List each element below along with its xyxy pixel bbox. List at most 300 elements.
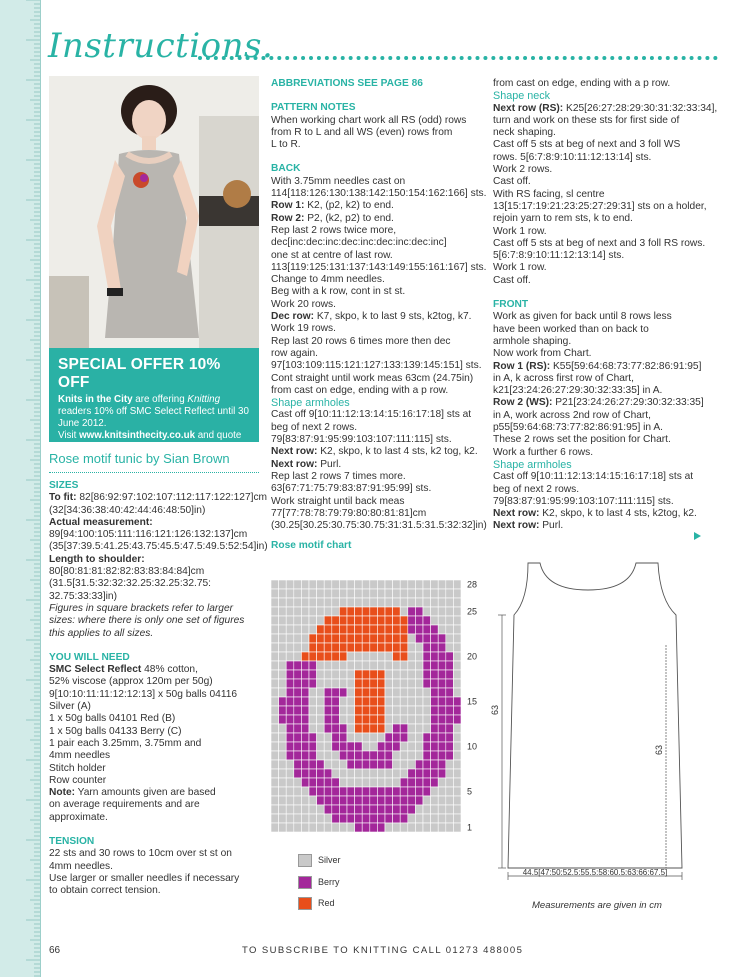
chart-cell [446, 796, 454, 805]
chart-cell [355, 769, 363, 778]
chart-cell [370, 634, 378, 643]
text-line: 4mm needles. [49, 860, 113, 872]
chart-cell [423, 706, 431, 715]
chart-cell [377, 787, 385, 796]
chart-cell [271, 742, 279, 751]
chart-cell [393, 616, 401, 625]
chart-cell [438, 580, 446, 589]
chart-cell [362, 751, 370, 760]
chart-cell [279, 706, 287, 715]
chart-cell [309, 814, 317, 823]
chart-cell [294, 661, 302, 670]
chart-cell [362, 760, 370, 769]
chart-cell [309, 616, 317, 625]
chart-cell [453, 742, 461, 751]
chart-cell [408, 805, 416, 814]
chart-cell [347, 814, 355, 823]
chart-cell [385, 706, 393, 715]
chart-cell [431, 760, 439, 769]
chart-cell [423, 724, 431, 733]
chart-cell [286, 661, 294, 670]
text-line: 77[77:78:78:79:79:80:80:81:81]cm [271, 507, 427, 519]
chart-cell [370, 688, 378, 697]
chart-cell [347, 688, 355, 697]
chart-cell [408, 778, 416, 787]
chart-cell [438, 643, 446, 652]
chart-cell [362, 742, 370, 751]
chart-cell [309, 688, 317, 697]
chart-cell [438, 778, 446, 787]
chart-cell [453, 670, 461, 679]
chart-cell [271, 688, 279, 697]
chart-cell [385, 598, 393, 607]
chart-cell [309, 580, 317, 589]
chart-cell [415, 616, 423, 625]
chart-cell [339, 715, 347, 724]
continue-arrow-icon [694, 532, 701, 540]
text-line: Now work from Chart. [493, 348, 592, 360]
chart-cell [286, 706, 294, 715]
chart-cell [294, 778, 302, 787]
chart-cell [431, 814, 439, 823]
text-line: Work 19 rows. [271, 323, 336, 335]
chart-cell [355, 643, 363, 652]
chart-cell [400, 814, 408, 823]
chart-cell [385, 724, 393, 733]
chart-cell [324, 787, 332, 796]
text-line: beg of next 2 rows. [271, 421, 358, 433]
chart-cell [377, 778, 385, 787]
chart-cell [438, 823, 446, 832]
chart-cell [423, 742, 431, 751]
chart-cell [317, 688, 325, 697]
chart-cell [279, 778, 287, 787]
chart-cell [332, 634, 340, 643]
chart-cell [362, 652, 370, 661]
chart-cell [324, 679, 332, 688]
chart-cell [332, 823, 340, 832]
text-line: Work 2 rows. [493, 164, 553, 176]
chart-cell [347, 751, 355, 760]
text-line: Work as given for back until 8 rows less [493, 311, 672, 323]
chart-cell [438, 760, 446, 769]
chart-cell [377, 643, 385, 652]
chart-cell [339, 616, 347, 625]
chart-cell [271, 778, 279, 787]
chart-cell [286, 805, 294, 814]
text-line: 52% viscose (approx 120m per 50g) [49, 676, 213, 688]
chart-cell [400, 724, 408, 733]
text-line: Note: Yarn amounts given are based [49, 787, 216, 799]
chart-cell [453, 661, 461, 670]
chart-cell [400, 688, 408, 697]
chart-cell [286, 787, 294, 796]
chart-cell [423, 697, 431, 706]
chart-cell [377, 652, 385, 661]
chart-cell [279, 652, 287, 661]
chart-cell [301, 706, 309, 715]
chart-cell [271, 697, 279, 706]
chart-cell [347, 778, 355, 787]
chart-cell [355, 760, 363, 769]
chart-cell [377, 634, 385, 643]
chart-cell [431, 616, 439, 625]
chart-cell [393, 634, 401, 643]
chart-cell [286, 715, 294, 724]
text-line: (31.5[31.5:32:32:32.25:32.25:32.75: [49, 578, 212, 590]
chart-row-label: 20 [467, 651, 478, 662]
chart-cell [431, 625, 439, 634]
chart-cell [271, 787, 279, 796]
legend-swatch [298, 854, 312, 867]
chart-cell [317, 751, 325, 760]
front-heading: FRONT [493, 299, 529, 311]
chart-cell [332, 688, 340, 697]
chart-cell [347, 805, 355, 814]
chart-cell [385, 805, 393, 814]
chart-cell [294, 796, 302, 805]
text-line: 13[15:17:19:21:23:25:27:29:31] sts on a holder, [493, 200, 707, 212]
chart-cell [362, 706, 370, 715]
chart-cell [301, 598, 309, 607]
chart-cell [271, 625, 279, 634]
chart-cell [324, 598, 332, 607]
chart-cell [362, 724, 370, 733]
chart-cell [355, 580, 363, 589]
rose-motif-chart [271, 580, 491, 851]
chart-cell [355, 742, 363, 751]
chart-cell [415, 769, 423, 778]
chart-cell [279, 643, 287, 652]
chart-cell [271, 715, 279, 724]
text-line: approximate. [49, 811, 108, 823]
chart-cell [408, 715, 416, 724]
chart-cell [294, 706, 302, 715]
text-line: When working chart work all RS (odd) rows [271, 114, 467, 126]
chart-cell [355, 805, 363, 814]
chart-cell [286, 688, 294, 697]
text-line: k21[23:24:26:27:29:30:32:33:35] in A. [493, 385, 663, 397]
chart-cell [423, 805, 431, 814]
tension-heading: TENSION [49, 836, 95, 848]
chart-cell [446, 760, 454, 769]
chart-cell [294, 670, 302, 679]
chart-cell [370, 724, 378, 733]
chart-cell [271, 661, 279, 670]
chart-cell [309, 670, 317, 679]
text-line: armhole shaping. [493, 335, 572, 347]
chart-cell [355, 796, 363, 805]
chart-cell [377, 805, 385, 814]
chart-cell [385, 796, 393, 805]
chart-cell [438, 634, 446, 643]
chart-cell [393, 589, 401, 598]
legend-item-silver [298, 854, 378, 868]
chart-cell [400, 679, 408, 688]
chart-cell [301, 697, 309, 706]
chart-cell [286, 580, 294, 589]
chart-cell [415, 697, 423, 706]
legend-label: Silver [318, 855, 341, 865]
chart-cell [385, 697, 393, 706]
chart-cell [309, 823, 317, 832]
chart-cell [393, 787, 401, 796]
chart-cell [332, 670, 340, 679]
chart-cell [370, 697, 378, 706]
materials-list [49, 664, 261, 824]
chart-cell [301, 796, 309, 805]
text-line: rejoin yarn to rem sts, k to end. [493, 213, 633, 225]
chart-cell [393, 814, 401, 823]
text-line: Cast off 5 sts at beg of next and 3 foll RS rows. [493, 237, 706, 249]
chart-cell [347, 661, 355, 670]
chart-cell [286, 589, 294, 598]
chart-cell [377, 589, 385, 598]
chart-cell [438, 697, 446, 706]
chart-cell [317, 796, 325, 805]
chart-cell [286, 760, 294, 769]
chart-cell [301, 715, 309, 724]
measurements-note: Measurements are given in cm [532, 900, 662, 911]
text-line: Stitch holder [49, 762, 106, 774]
chart-cell [324, 607, 332, 616]
chart-heading: Rose motif chart [271, 540, 352, 552]
chart-cell [332, 616, 340, 625]
chart-cell [332, 607, 340, 616]
chart-cell [423, 670, 431, 679]
chart-cell [415, 742, 423, 751]
text-line: Next row (RS): K25[26:27:28:29:30:31:32:33:34], [493, 102, 718, 114]
text-line: sizes: where there is only one set of figures [49, 615, 245, 627]
text-line: row again. [271, 347, 319, 359]
chart-cell [370, 742, 378, 751]
chart-cell [431, 778, 439, 787]
chart-cell [431, 724, 439, 733]
chart-cell [370, 733, 378, 742]
chart-cell [362, 823, 370, 832]
chart-cell [362, 733, 370, 742]
chart-cell [415, 796, 423, 805]
chart-cell [339, 661, 347, 670]
chart-cell [370, 760, 378, 769]
chart-cell [377, 706, 385, 715]
chart-row-label: 28 [467, 580, 478, 590]
offer-url: www.knitsinthecity.co.uk [79, 430, 196, 441]
chart-cell [355, 670, 363, 679]
chart-cell [393, 706, 401, 715]
chart-cell [317, 778, 325, 787]
chart-cell [362, 616, 370, 625]
chart-cell [347, 652, 355, 661]
chart-cell [415, 715, 423, 724]
chart-cell [453, 580, 461, 589]
chart-cell [362, 796, 370, 805]
text-line: Cast off. [493, 176, 531, 188]
chart-cell [347, 634, 355, 643]
text-line: (35[37:39.5:41.25:43.75:45.5:47.5:49.5:52:54]in) [49, 541, 268, 553]
chart-cell [339, 580, 347, 589]
chart-cell [446, 706, 454, 715]
page-title: Instructions. [48, 26, 274, 66]
chart-cell [385, 652, 393, 661]
chart-cell [347, 823, 355, 832]
chart-cell [294, 769, 302, 778]
chart-cell [309, 733, 317, 742]
chart-cell [355, 625, 363, 634]
chart-cell [415, 607, 423, 616]
chart-cell [431, 661, 439, 670]
chart-cell [431, 688, 439, 697]
chart-cell [362, 787, 370, 796]
chart-cell [377, 598, 385, 607]
chart-cell [400, 733, 408, 742]
text-line: Next row: K2, skpo, k to last 4 sts, k2tog, k2. [493, 508, 697, 520]
tension-list [49, 848, 261, 897]
text-line: To fit: 82[86:92:97:102:107:112:117:122:127]cm [49, 492, 268, 504]
pattern-notes-heading: PATTERN NOTES [271, 102, 356, 114]
chart-cell [377, 760, 385, 769]
chart-cell [332, 751, 340, 760]
chart-cell [279, 580, 287, 589]
chart-cell [347, 580, 355, 589]
chart-cell [339, 769, 347, 778]
text-line: Work a further 6 rows. [493, 446, 594, 458]
chart-cell [301, 814, 309, 823]
text-line: Silver (A) [49, 701, 91, 713]
chart-cell [355, 733, 363, 742]
chart-row-label: 15 [467, 696, 478, 707]
chart-cell [347, 697, 355, 706]
chart-cell [377, 607, 385, 616]
chart-cell [279, 697, 287, 706]
chart-cell [271, 724, 279, 733]
text-line: 80[80:81:81:82:82:83:83:84:84]cm [49, 566, 205, 578]
chart-cell [271, 616, 279, 625]
chart-cell [301, 679, 309, 688]
text-line: neck shaping. [493, 127, 556, 139]
chart-cell [446, 733, 454, 742]
chart-cell [393, 679, 401, 688]
chart-cell [286, 670, 294, 679]
chart-cell [370, 580, 378, 589]
chart-cell [415, 805, 423, 814]
chart-cell [393, 643, 401, 652]
chart-cell [377, 679, 385, 688]
chart-cell [317, 769, 325, 778]
chart-cell [423, 814, 431, 823]
chart-cell [438, 796, 446, 805]
chart-cell [332, 643, 340, 652]
chart-cell [438, 751, 446, 760]
chart-cell [294, 634, 302, 643]
text-line: 4mm needles [49, 750, 111, 762]
chart-cell [309, 607, 317, 616]
chart-cell [393, 688, 401, 697]
chart-cell [355, 706, 363, 715]
chart-cell [339, 706, 347, 715]
text-line: 9[10:10:11:11:12:12:13] x 50g balls 04116 [49, 688, 238, 700]
chart-cell [286, 796, 294, 805]
chart-cell [301, 742, 309, 751]
chart-cell [309, 706, 317, 715]
chart-cell [355, 778, 363, 787]
chart-cell [446, 751, 454, 760]
chart-cell [370, 787, 378, 796]
chart-cell [362, 661, 370, 670]
chart-cell [324, 652, 332, 661]
chart-cell [438, 661, 446, 670]
chart-cell [393, 823, 401, 832]
chart-cell [355, 652, 363, 661]
chart-cell [446, 652, 454, 661]
chart-cell [438, 769, 446, 778]
chart-cell [453, 805, 461, 814]
chart-cell [317, 697, 325, 706]
chart-cell [347, 589, 355, 598]
chart-cell [362, 634, 370, 643]
chart-cell [415, 661, 423, 670]
chart-cell [332, 697, 340, 706]
chart-cell [393, 715, 401, 724]
chart-cell [446, 823, 454, 832]
chart-cell [301, 688, 309, 697]
chart-cell [446, 697, 454, 706]
chart-cell [438, 679, 446, 688]
chart-cell [423, 796, 431, 805]
chart-cell [393, 733, 401, 742]
legend-label: Red [318, 898, 335, 908]
chart-cell [362, 688, 370, 697]
chart-cell [415, 625, 423, 634]
chart-cell [332, 778, 340, 787]
chart-cell [446, 598, 454, 607]
text-line: 79[83:87:91:95:99:103:107:111:115] sts. [493, 495, 674, 507]
chart-cell [279, 589, 287, 598]
text-line: Beg with a k row, cont in st st. [271, 286, 406, 298]
chart-cell [294, 742, 302, 751]
text-line: Cast off 9[10:11:12:13:14:15:16:17:18] sts at [271, 409, 472, 421]
chart-cell [400, 697, 408, 706]
chart-cell [400, 823, 408, 832]
chart-cell [355, 679, 363, 688]
chart-cell [431, 607, 439, 616]
neck-instructions [493, 102, 718, 287]
chart-cell [286, 769, 294, 778]
chart-cell [309, 697, 317, 706]
text-line: Work 20 rows. [271, 298, 336, 310]
chart-cell [279, 769, 287, 778]
chart-cell [362, 715, 370, 724]
chart-cell [453, 769, 461, 778]
chart-cell [446, 643, 454, 652]
chart-cell [271, 580, 279, 589]
chart-cell [309, 778, 317, 787]
offer-text [58, 394, 251, 454]
text-line: Work straight until back meas [271, 495, 405, 507]
chart-cell [377, 688, 385, 697]
chart-cell [347, 760, 355, 769]
chart-cell [332, 742, 340, 751]
chart-cell [423, 688, 431, 697]
chart-cell [286, 778, 294, 787]
chart-cell [271, 643, 279, 652]
chart-cell [438, 733, 446, 742]
chart-cell [446, 805, 454, 814]
text-line: 22 sts and 30 rows to 10cm over st st on [49, 848, 232, 860]
chart-cell [400, 796, 408, 805]
chart-cell [347, 715, 355, 724]
chart-cell [385, 580, 393, 589]
